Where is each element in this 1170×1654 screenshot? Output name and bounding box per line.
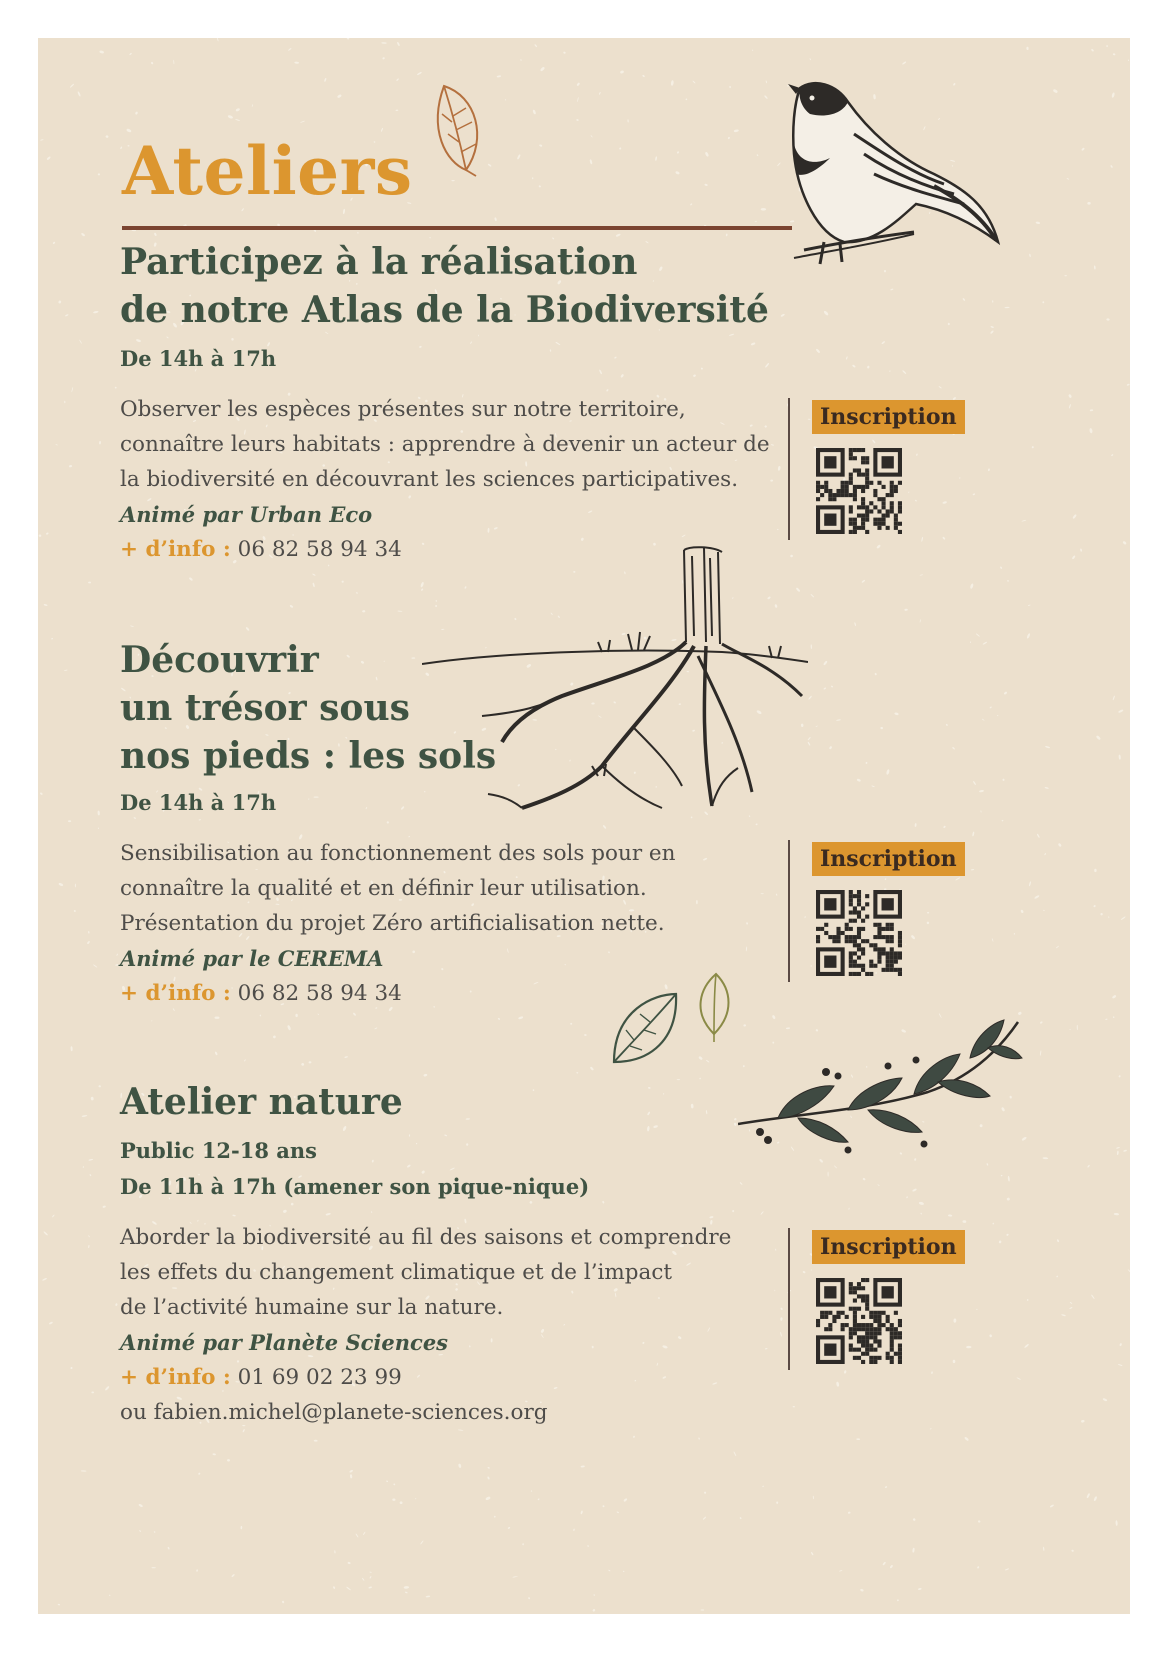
workshop-2-title-line-1: Découvrir <box>120 639 319 681</box>
chickadee-bird-illustration <box>784 74 1008 270</box>
workshop-2-title-line-3: nos pieds : les sols <box>120 735 497 777</box>
workshop-1-description-line-3: la biodiversité en découvrant les sciences participatives. <box>120 467 739 492</box>
title-divider <box>122 226 792 230</box>
workshop-2-phone-link[interactable]: 06 82 58 94 34 <box>237 981 402 1006</box>
workshop-2-description-line-3: Présentation du projet Zéro artificialisation nette. <box>120 911 665 936</box>
workshop-1-description-line-1: Observer les espèces présentes sur notre territoire, <box>120 397 686 422</box>
workshop-3-register-button[interactable]: Inscription <box>812 1230 965 1264</box>
workshop-3-schedule: De 11h à 17h (amener son pique-nique) <box>120 1174 590 1199</box>
workshop-1-divider <box>788 398 790 540</box>
info-label: + d’info : <box>120 1365 231 1390</box>
workshop-2-facilitator: Animé par le CEREMA <box>120 946 384 971</box>
workshop-1-register-button[interactable]: Inscription <box>812 400 965 434</box>
workshop-1-phone-link[interactable]: 06 82 58 94 34 <box>237 537 402 562</box>
workshop-3-phone-link[interactable]: 01 69 02 23 99 <box>237 1365 402 1390</box>
workshop-3-qr-code[interactable] <box>816 1278 902 1364</box>
workshop-2-description-line-1: Sensibilisation au fonctionnement des sols pour en <box>120 841 676 866</box>
workshop-1-schedule: De 14h à 17h <box>120 346 277 371</box>
leaf-outline-icon <box>426 78 492 178</box>
workshop-3-email-link[interactable]: ou fabien.michel@planete-sciences.org <box>120 1400 548 1425</box>
workshop-2-schedule: De 14h à 17h <box>120 790 277 815</box>
workshop-2-qr-code[interactable] <box>816 890 902 976</box>
workshop-3-title: Atelier nature <box>120 1081 403 1123</box>
workshop-3-audience: Public 12-18 ans <box>120 1138 317 1163</box>
workshop-1-description-line-2: connaître leurs habitats : apprendre à devenir un acteur de <box>120 432 770 457</box>
workshop-2-title-line-2: un trésor sous <box>120 687 410 729</box>
workshop-1-title-line-1: Participez à la réalisation <box>120 241 638 283</box>
workshop-2-description-line-2: connaître la qualité et en définir leur utilisation. <box>120 876 647 901</box>
workshop-1-info <box>120 532 402 567</box>
workshop-1-facilitator: Animé par Urban Eco <box>120 502 373 527</box>
workshop-2-divider <box>788 840 790 982</box>
page-title: Ateliers <box>122 132 413 210</box>
info-label: + d’info : <box>120 537 231 562</box>
workshop-3-description-line-2: les effets du changement climatique et de l’impact <box>120 1260 673 1285</box>
info-label: + d’info : <box>120 981 231 1006</box>
branch-illustration <box>738 1014 1024 1154</box>
workshop-2-info <box>120 976 402 1011</box>
poster-page <box>38 38 1130 1614</box>
workshop-1-title-line-2: de notre Atlas de la Biodiversité <box>120 289 769 331</box>
workshop-1-qr-code[interactable] <box>816 448 902 534</box>
workshop-3-facilitator: Animé par Planète Sciences <box>120 1330 449 1355</box>
workshop-3-description-line-3: de l’activité humaine sur la nature. <box>120 1295 504 1320</box>
leaves-illustration <box>604 970 740 1070</box>
workshop-3-info <box>120 1360 402 1395</box>
workshop-3-description-line-1: Aborder la biodiversité au fil des saisons et comprendre <box>120 1225 732 1250</box>
workshop-3-divider <box>788 1228 790 1370</box>
workshop-2-register-button[interactable]: Inscription <box>812 842 965 876</box>
